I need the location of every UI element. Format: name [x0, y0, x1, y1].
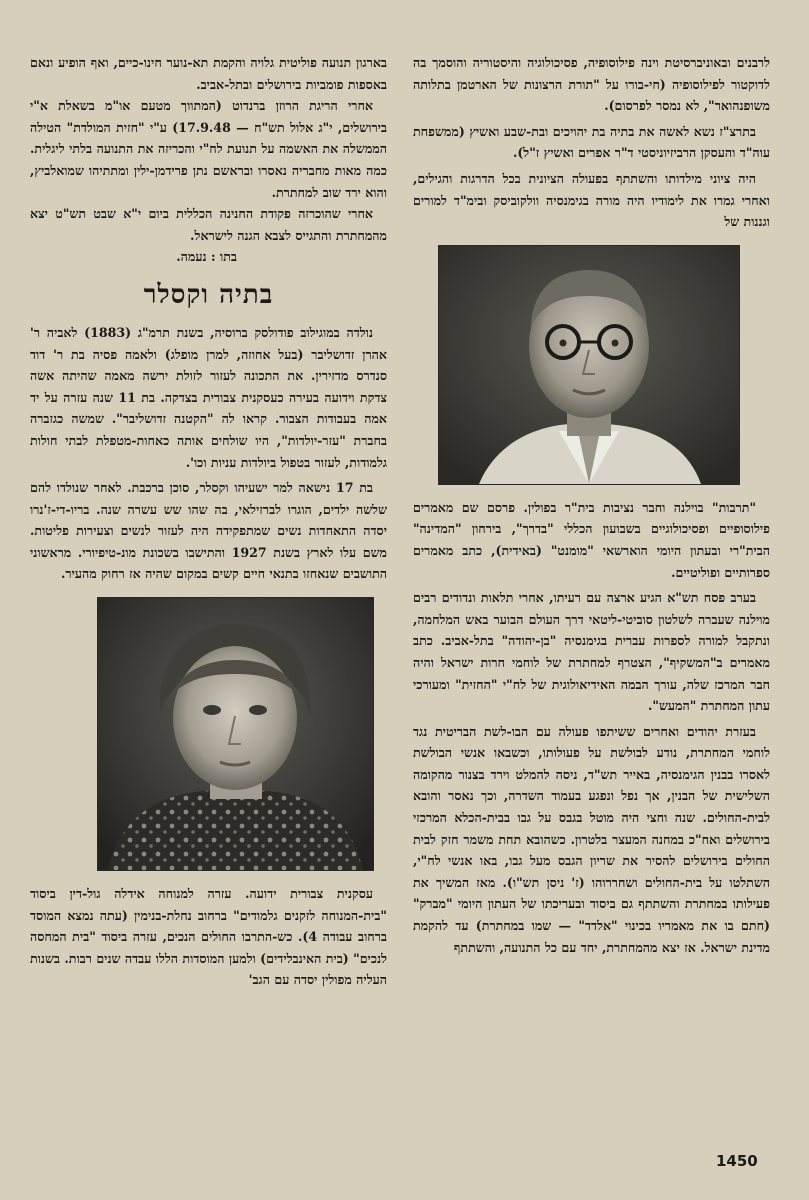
paragraph: בתרצ"ז נשא לאשה את בתיה בת יהויכים ובת-שבע ואשיץ (ממשפחת עוה"ד והעסקן הרביזיוניסטי ד"ר אפרים ואשיץ ז"ל).: [413, 123, 770, 161]
paragraph: בעזרת יהודים ואחרים ששיתפו פעולה עם הבו-לשת הבריטית נגד לוחמי המחתרת, נודע לבולשת על פעולותו, וכשבאו אנשי הבולשת לאסרו בבנין הגימנסיה, באייר תש"ד, ניסה להמלט וירד בצנור מהקומה השלישית של הבנין, אך נפל ונפגע בעמוד השדרה, וכך נאסר והובא לבית-החולים. שנה וחצי היה מוטל בגבס על גבו בבית-הכלא המרכזי בירושלים ואח"כ במחנה המעצר בלטרון. כשהובא תחת משמר חזק לבית החולים בירושלים להסיר את שריון הגבס מעל גבו, באו אנשי לח"י, השתלטו על בית-החולים ושחררוהו (ז' ניסן תש"ו). מאז המשיך את פעילותו במחתרת והשתתף גם ביסוד ובעריכתו של העתון היומי "מברק" (חתם בו את מאמריו בכינוי "אלדד" — שמו במחתרת) עד להקמת מדינת ישראל. אז יצא מהמחתרת, יחד עם כל התנועה, והשתתף: [413, 723, 770, 955]
paragraph: בערב פסח תש"א הגיע ארצה עם רעיתו, אחרי תלאות ונדודים רבים מוילנה שעברה לשלטון סוביטי-ליטאי דרך העולם הבוער באש המלחמה, ונתקבל למורה לספרות עברית בגימנסיה "בן-יהודה" בתל-אביב. כתב מאמרים ב"המשקיף", הצטרף למחתרת של לוחמי חרות ישראל והיה חבר המרכז שלה, עורך הבמה האידיאולוגית של לח"י "החזית" ומעורכי עתון המחתרת "המעש".: [413, 590, 770, 714]
paragraph: בת 17 נישאה למר ישעיהו וקסלר, סוכן ברכבת. לאחר שנולדו להם שלשה ילדים, הוגרו לברזילאי, בה שהו שש עשרה שנה. בריו-די-ז'נרו יסדה התאחדות נשים שמתפקידה היה לעזור לנשים וצעירות פליטות. משם עלו לארץ בשנת 1927 והתישבו בשכונת מונ-טיפיורי. מראשוני התושבים שנאחזו בתנאי חיים קשים במקום שהיה אז רחוק מהעיר.: [30, 480, 387, 582]
paragraph: בארגון תנועה פוליטית גלויה והקמת תא-נוער חינו-כיים, ואף הופיע ונאם באספות פומביות בירושלים ובתל-אביב.: [30, 55, 387, 92]
paragraph: אחרי שהוכרזה פקודת החנינה הכללית ביום י"א שבט תש"ט יצא מהמחתרת והתגייס לצבא הגנה לישראל.: [30, 206, 387, 243]
portrait-photo-woman: [97, 597, 374, 871]
paragraph: לרבנים ובאוניברסיטת וינה פילוסופיה, פסיכולוגיה והיסטוריה והוסמך בה לדוקטור לפילוסופיה (חי-בורו על "תורת הרצונות של הארטמן בתלותה משופנהואר", לא נמסר לפרסום).: [413, 55, 770, 114]
portrait-woman-image: [98, 598, 373, 870]
portrait-man-image: [439, 246, 739, 484]
paragraph: נולדה במוגילוב פודולסק ברוסיה, בשנת תרמ"ג (1883) לאביה ר' אהרן זדושליבר (בעל אחוזה, למרן מופלג) ולאמה פסיה בת ר' דוד סנדרס מדזירין. את התכונה לעזור לזולת ירשה מאמה שהיתה אשה צדקת וידועה בעירה כעסקנית צבורית בצדקה. בת 11 שנה עזרה על יד אמה בעבודות הצבור. קראו לה "הקטנה זדושליבר". שמשה כגזברה בחברת "עזר-יולדות", היו שולחים אותה כאחות-מטפלת לבתי חולות גלמודות, לעזור בטפול ביולדות עניות וכו'.: [30, 324, 387, 470]
paragraph: עסקנית צבורית ידועה. עזרה למנוחה אידלה גול-דין ביסוד "בית-המנוחה לזקנים גלמודים" ברחוב נחלת-בנימין (עתה נמצא המוסד ברחוב עבודה 4). כש-התרבו החולים הנכים, עזרה ביסוד "בית המחסה לנכים" (בית האינבלידים) ולמען המוסדות הללו עבדה שנים רבות. בשנות העליה מפולין יסדה עם הגב': [30, 886, 387, 988]
right-column: [413, 52, 770, 958]
page-number: 1450: [716, 1152, 758, 1170]
left-column: [30, 52, 387, 991]
article-heading: בתיה וקסלר: [143, 279, 274, 310]
paragraph: "תרבות" בוילנה וחבר נציבות בית"ר בפולין. פרסם שם מאמרים פילוסופיים ופסיכולוגיים בשבועון הכללי "בדרך", בירחון "המדינה" הבית"רי ובעתון היומי הוארשאי "מומנט" (באידית), כתב מאמרים ספרותיים ופוליטיים.: [413, 499, 770, 580]
paragraph: היה ציוני מילדותו והשתתף בפעולה הציונית בכל הדרגות והגילים, ואחרי גמרו את לימודיו היה מורה בגימנסיה וולקוביסק ובימ"ד למורים וגננות של: [413, 170, 770, 230]
portrait-photo-man: [438, 245, 740, 485]
author-signoff: בתו : נעמה.: [176, 249, 237, 265]
paragraph: אחרי הריגת הרוזן ברנדוט (המתווך מטעם או"מ בשאלת א"י בירושלים, י"ג אלול תש"ח — 17.9.48) ע"י "חזית המולדת" הטילה הממשלה את האשמה על תנועת לח"י והכריזה את התנועה בלתי ליגלית. כמה מאות מחבריה נאסרו ובראשם נתן פרידמן-ילין ומתתיהו שמואלביץ, והוא ירד שוב למחתרת.: [30, 98, 388, 200]
